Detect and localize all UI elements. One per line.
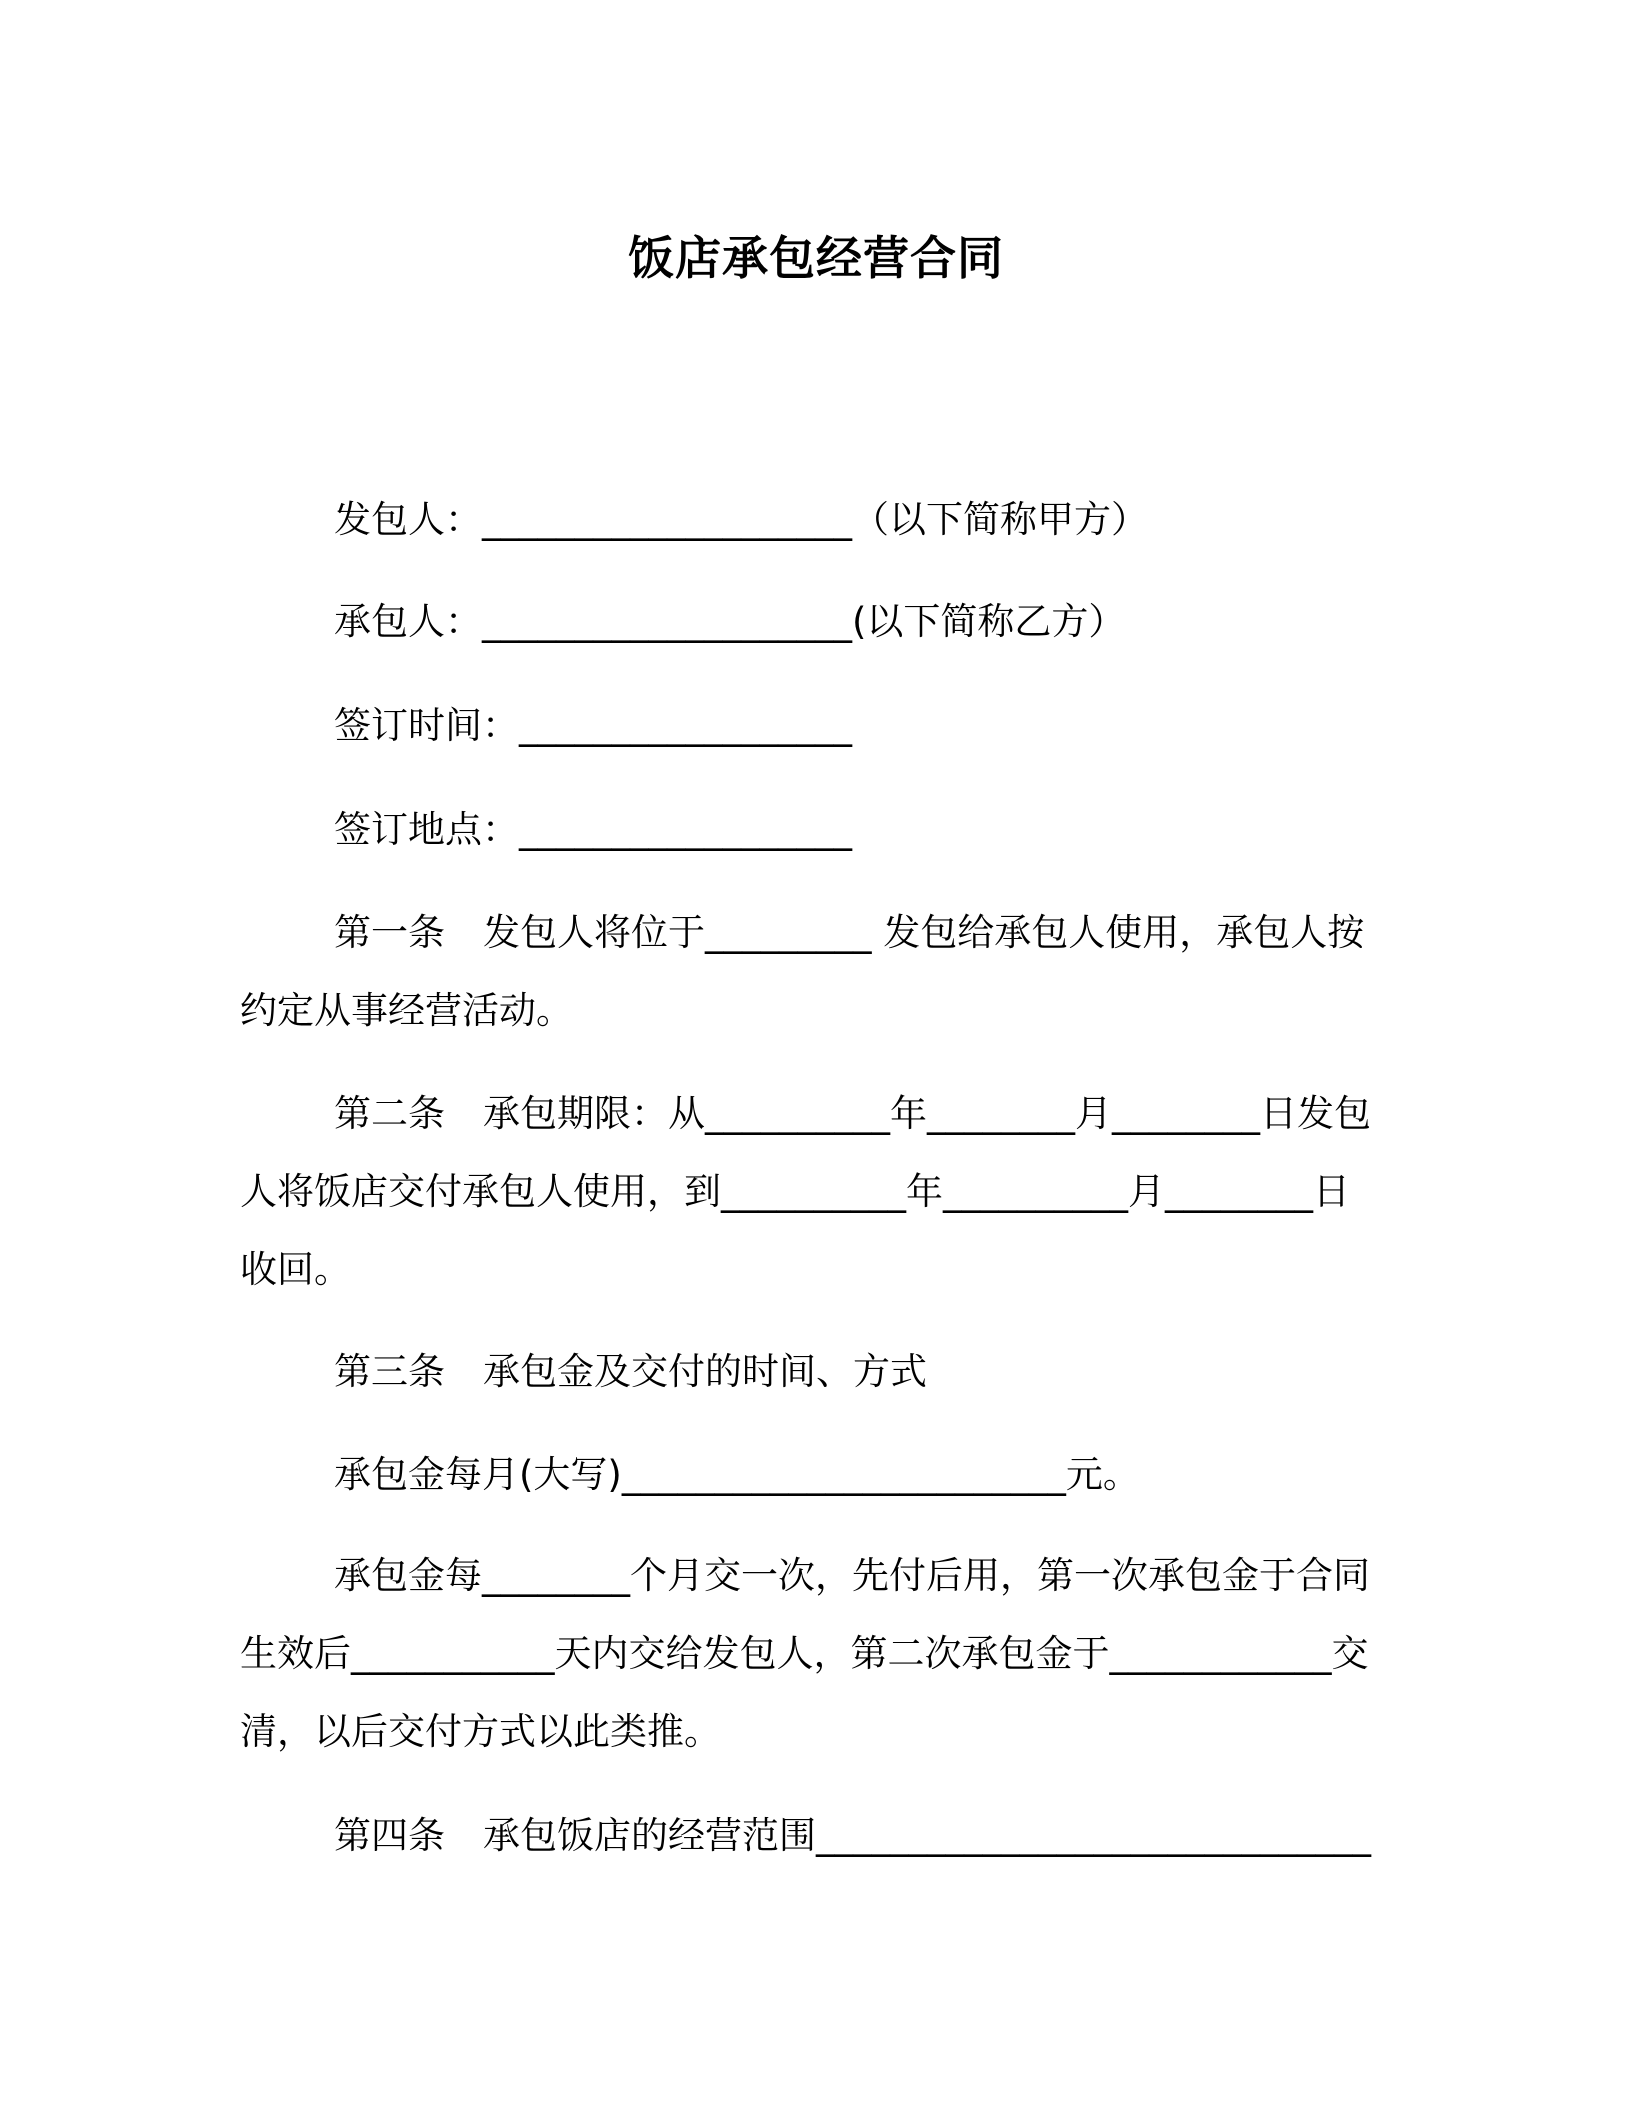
article-2-label: 第二条: [334, 1092, 445, 1135]
payment-line-1: 承包金每________个月交一次，先付后用，第一次承包金于合同: [334, 1554, 1370, 1597]
sign-time-line: 签订时间：__________________: [334, 704, 852, 747]
payment-line-3: 清，以后交付方式以此类推。: [240, 1710, 721, 1753]
article-4-label: 第四条: [334, 1814, 445, 1857]
article-4-line: [334, 1812, 1371, 1860]
party-b-line: 承包人：____________________(以下简称乙方）: [334, 600, 1126, 643]
party-a-line: 发包人：____________________（以下简称甲方）: [334, 498, 1148, 541]
article-3-heading: 承包金及交付的时间、方式: [483, 1350, 927, 1393]
article-2-text: 承包期限：从__________年________月________日发包: [483, 1092, 1371, 1135]
article-1-label: 第一条: [334, 911, 445, 954]
article-1-text: 发包人将位于_________ 发包给承包人使用，承包人按: [483, 911, 1365, 954]
sign-place-line: 签订地点：__________________: [334, 808, 852, 851]
article-1-line-2: 约定从事经营活动。: [240, 989, 573, 1032]
article-3-heading-line: [334, 1348, 927, 1396]
article-4-text: 承包饭店的经营范围______________________________: [483, 1814, 1371, 1857]
article-2-line-2: 人将饭店交付承包人使用，到__________年__________月________日: [240, 1170, 1350, 1213]
rent-amount-line: 承包金每月(大写)________________________元。: [334, 1453, 1140, 1496]
article-1-line-1: [334, 909, 1364, 957]
article-2-line-3: 收回。: [240, 1248, 351, 1291]
payment-line-2: 生效后___________天内交给发包人，第二次承包金于____________交: [240, 1632, 1369, 1675]
document-title: 饭店承包经营合同: [628, 231, 1004, 285]
article-2-line-1: [334, 1090, 1371, 1138]
article-3-label: 第三条: [334, 1350, 445, 1393]
